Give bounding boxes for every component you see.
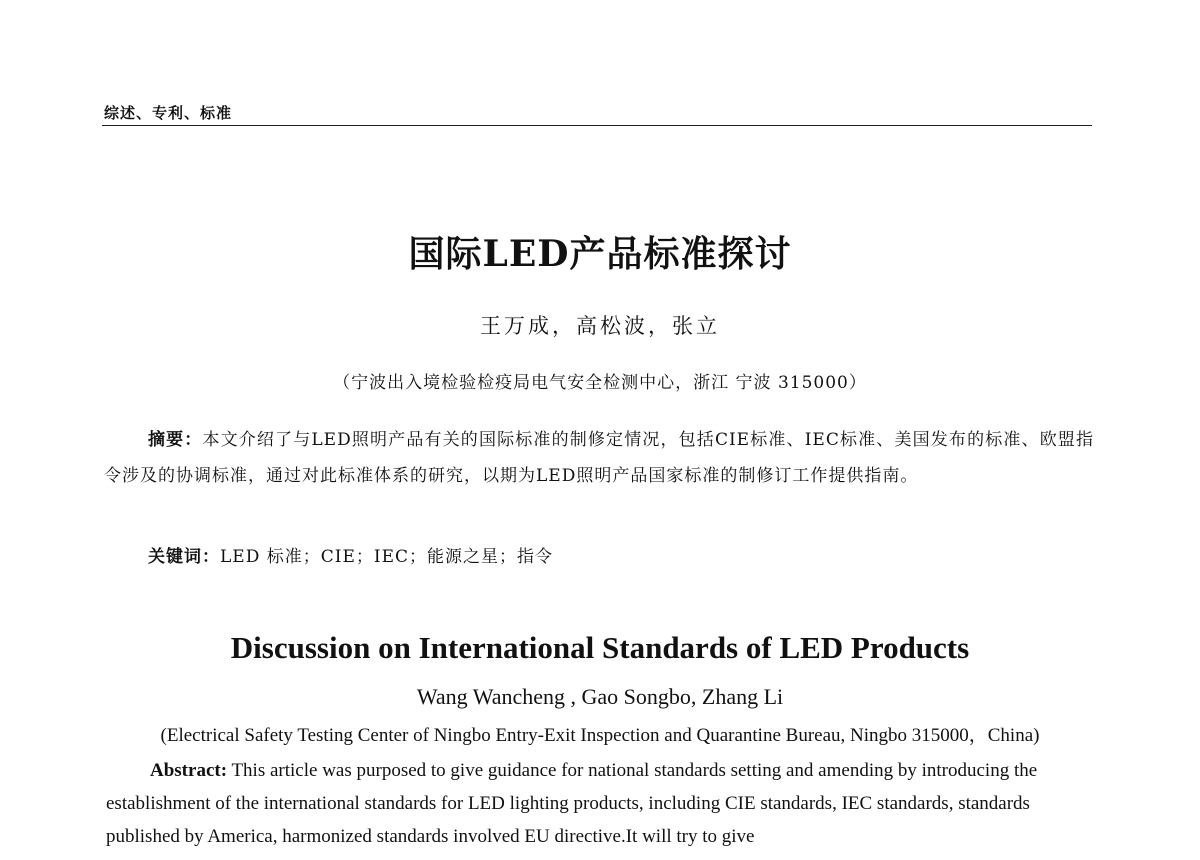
- chinese-keywords: [148, 542, 553, 567]
- chinese-abstract-label: 摘要：: [148, 430, 203, 450]
- chinese-abstract: [104, 422, 1094, 494]
- running-head: 综述、专利、标准: [104, 104, 233, 122]
- chinese-keywords-text: LED 标准；CIE；IEC；能源之星；指令: [220, 547, 553, 567]
- english-abstract: [106, 754, 1096, 853]
- chinese-authors: 王万成，高松波，张立: [480, 314, 720, 338]
- english-abstract-text: This article was purposed to give guidance for national standards setting and amending by introducing the establishment of the international standards for LED lighting products, including CIE standards, IEC standards, standards published by America, harmonized standards involved EU directive.It will try to give: [106, 760, 1038, 847]
- english-title: Discussion on International Standards of LED Products: [230, 630, 970, 665]
- header-rule: [102, 125, 1092, 126]
- english-authors: Wang Wancheng , Gao Songbo, Zhang Li: [416, 684, 784, 709]
- english-affiliation: (Electrical Safety Testing Center of Ningbo Entry-Exit Inspection and Quarantine Bureau, Ningbo 315000，China): [160, 725, 1040, 746]
- english-abstract-label: Abstract:: [150, 760, 228, 781]
- chinese-affiliation: （宁波出入境检验检疫局电气安全检测中心，浙江 宁波 315000）: [333, 373, 867, 393]
- chinese-title: 国际LED产品标准探讨: [408, 233, 792, 275]
- chinese-abstract-text: 本文介绍了与LED照明产品有关的国际标准的制修定情况，包括CIE标准、IEC标准、美国发布的标准、欧盟指令涉及的协调标准，通过对此标准体系的研究，以期为LED照明产品国家标准的制修订工作提供指南。: [104, 430, 1095, 486]
- chinese-keywords-label: 关键词：: [148, 547, 220, 567]
